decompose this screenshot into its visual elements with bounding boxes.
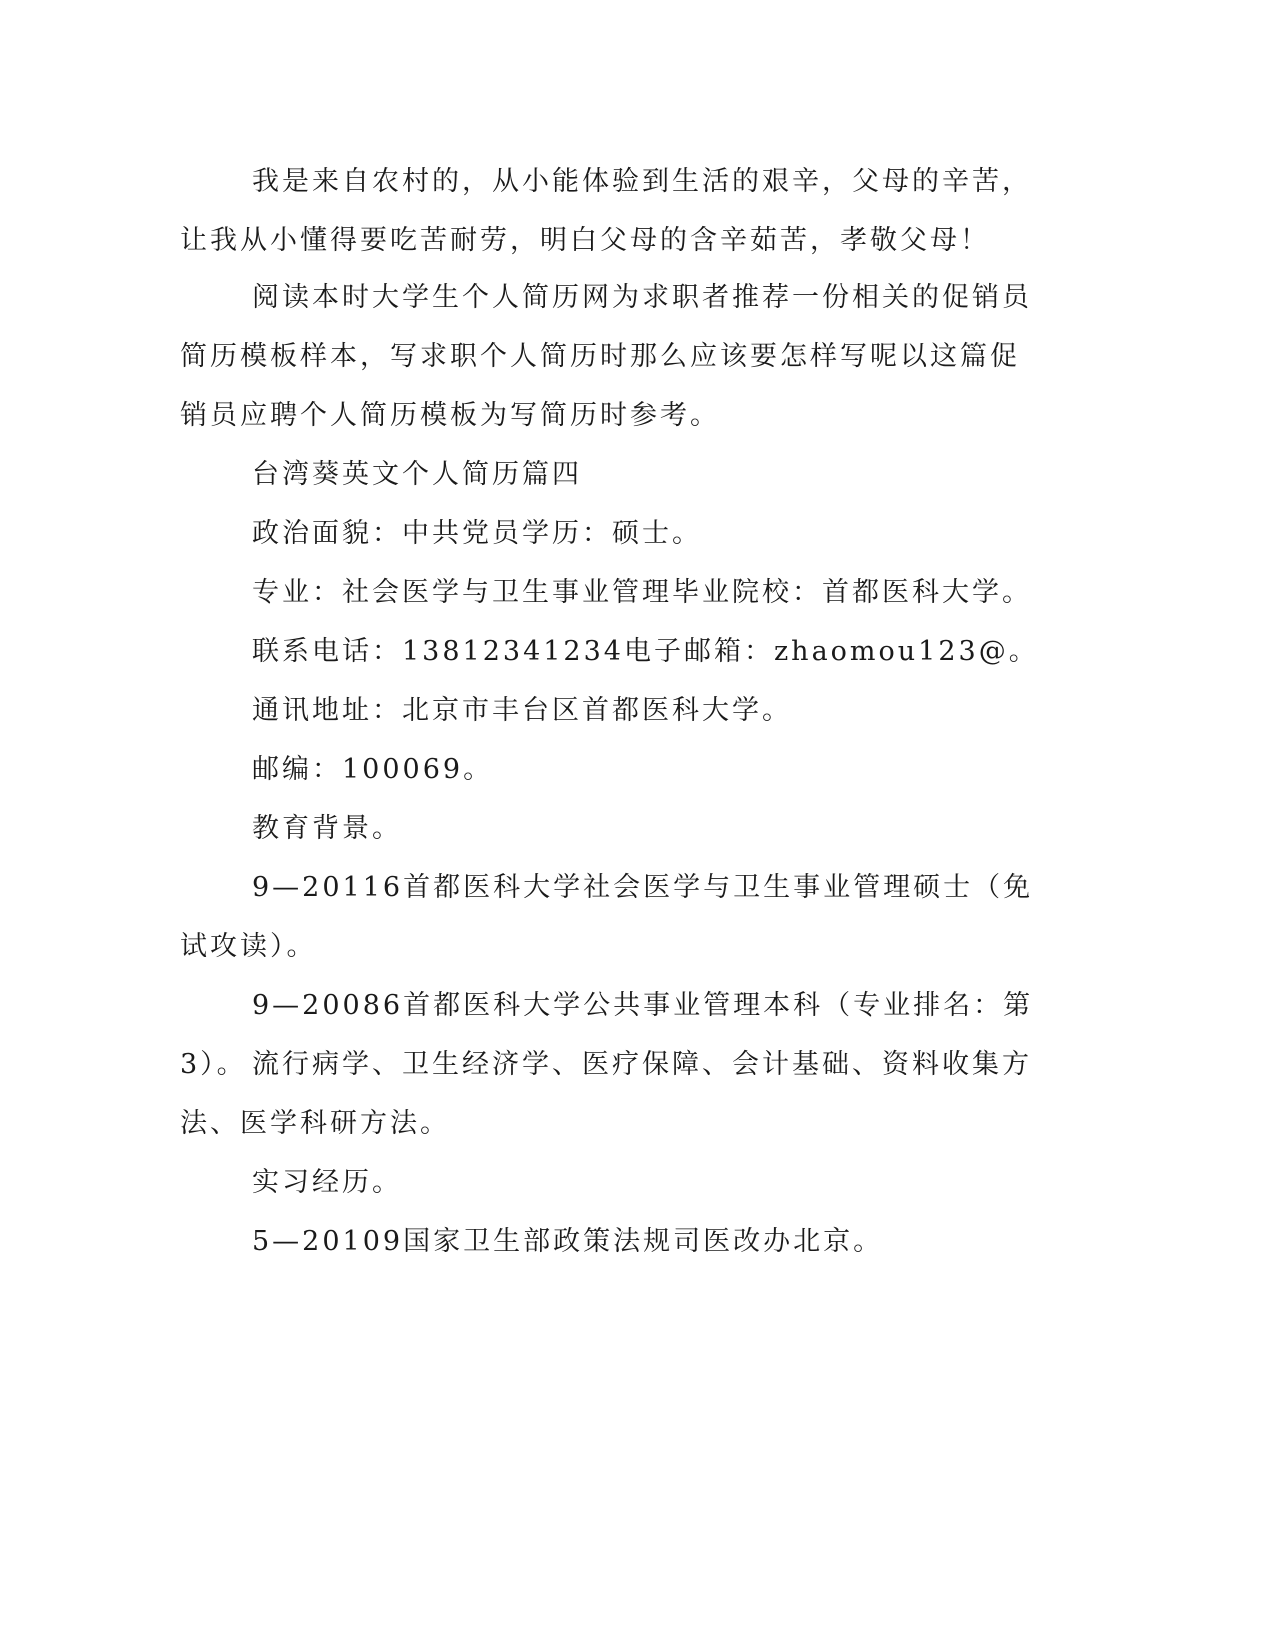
- postcode-line: 邮编：100069。: [252, 754, 494, 785]
- education-heading: 教育背景。: [252, 813, 402, 844]
- major-line: 专业：社会医学与卫生事业管理毕业院校：首都医科大学。: [252, 577, 1032, 608]
- paragraph-family-background: 我是来自农村的，从小能体验到生活的艰辛，父母的辛苦，让我从小懂得要吃苦耐劳，明白父母的含辛茹苦，孝敬父母！: [180, 166, 1032, 256]
- internship-entry: 5—20109国家卫生部政策法规司医改办北京。: [252, 1226, 884, 1257]
- section-title: 台湾葵英文个人简历篇四: [252, 459, 582, 490]
- internship-heading: 实习经历。: [252, 1167, 402, 1198]
- contact-line: 联系电话：13812341234电子邮箱：zhaomou123@。: [252, 636, 1039, 667]
- paragraph-resume-intro: 阅读本时大学生个人简历网为求职者推荐一份相关的促销员简历模板样本，写求职个人简历时那么应该要怎样写呢以这篇促销员应聘个人简历模板为写简历时参考。: [180, 282, 1032, 431]
- courses-line: 流行病学、卫生经济学、医疗保障、会计基础、资料收集方法、医学科研方法。: [180, 1049, 1032, 1139]
- political-status-line: 政治面貌：中共党员学历：硕士。: [252, 518, 702, 549]
- address-line: 通讯地址：北京市丰台区首都医科大学。: [252, 695, 792, 726]
- education-master-entry: 9—20116首都医科大学社会医学与卫生事业管理硕士（免试攻读）。: [180, 872, 1034, 962]
- education-bachelor-entry: 9—20086首都医科大学公共事业管理本科（专业排名：第3）。: [180, 990, 1034, 1080]
